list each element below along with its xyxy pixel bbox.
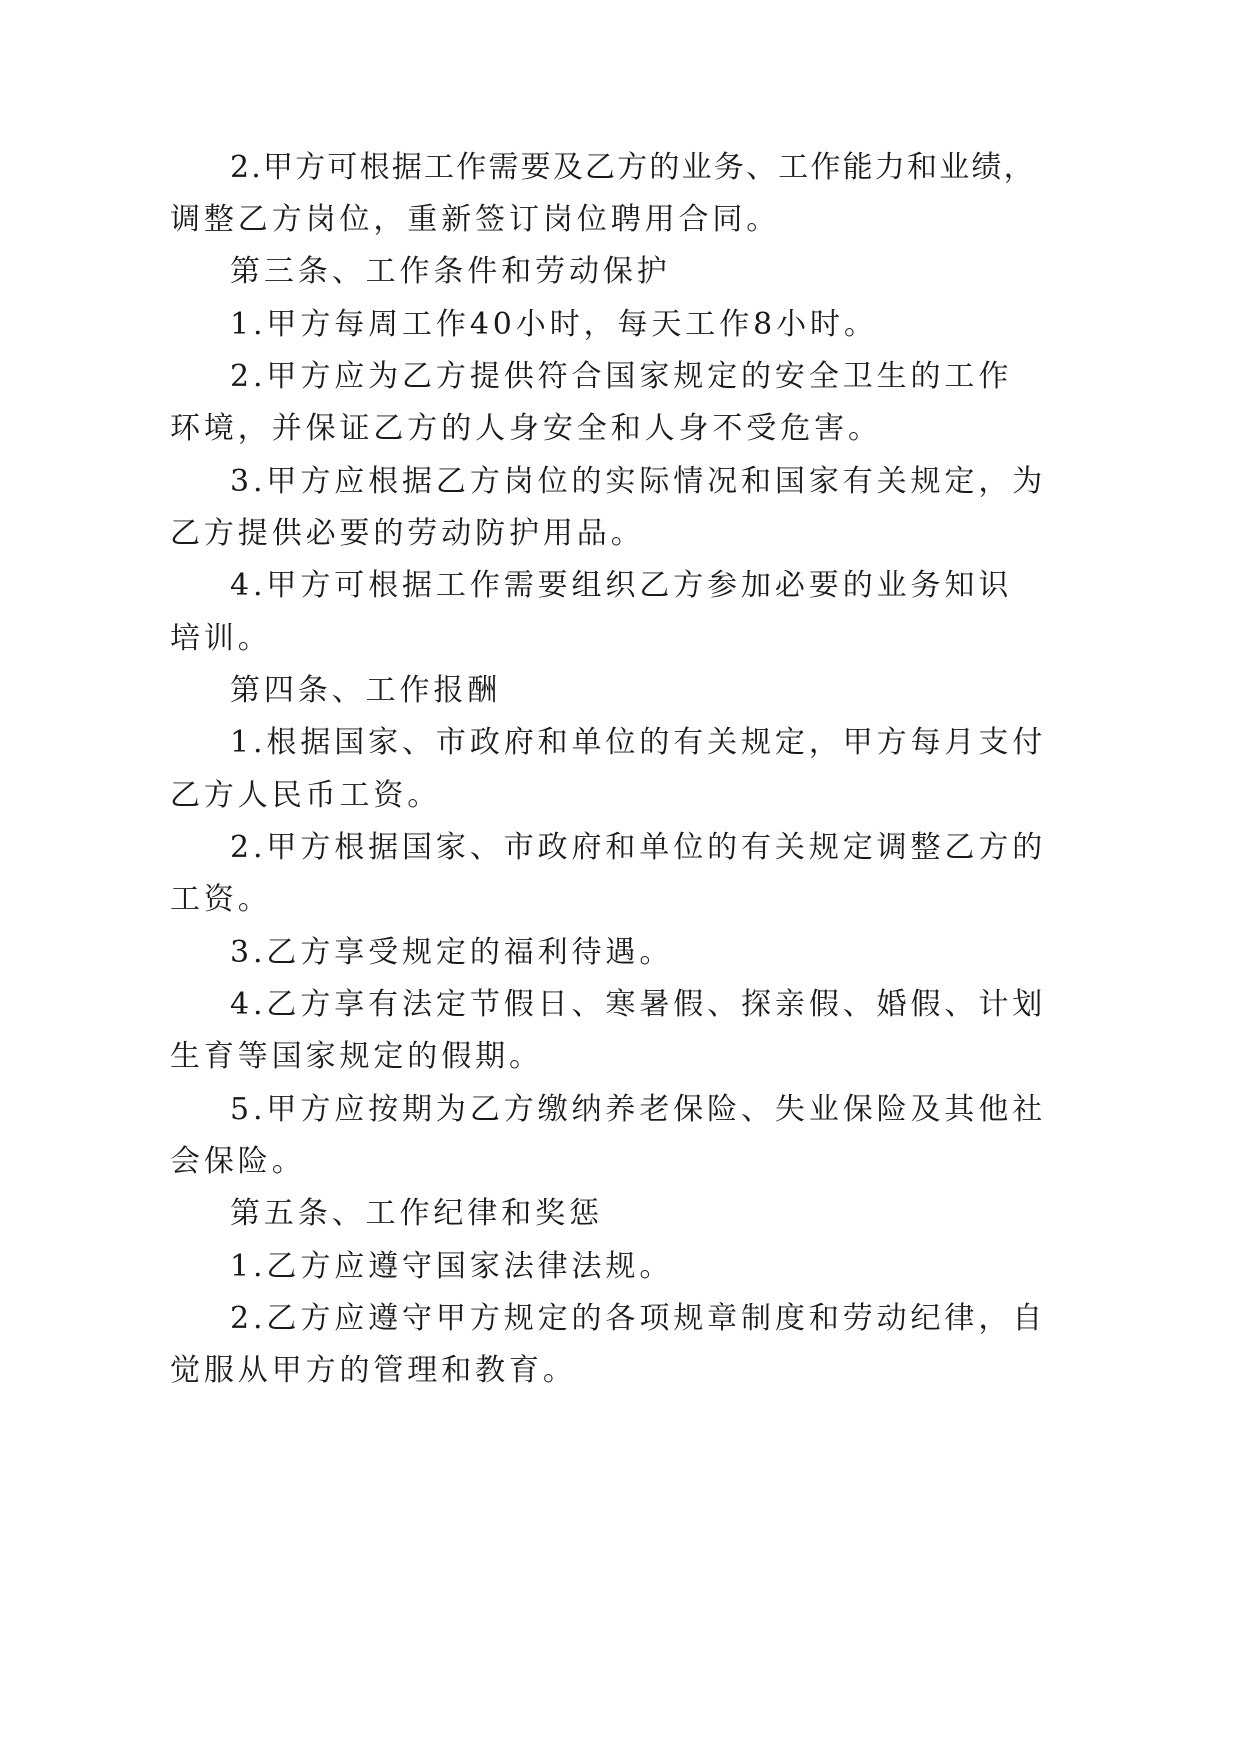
text-line: 3.甲方应根据乙方岗位的实际情况和国家有关规定，为 — [230, 464, 1047, 499]
text-line: 1.甲方每周工作40小时，每天工作8小时。 — [230, 307, 878, 342]
text-line: 工资。 — [170, 882, 272, 917]
text-line: 会保险。 — [170, 1144, 306, 1179]
text-line: 1.根据国家、市政府和单位的有关规定，甲方每月支付 — [230, 725, 1047, 760]
text-line: 4.甲方可根据工作需要组织乙方参加必要的业务知识 — [230, 568, 1013, 603]
text-line: 2.甲方可根据工作需要及乙方的业务、工作能力和业绩， — [230, 150, 1036, 185]
text-line: 2.甲方根据国家、市政府和单位的有关规定调整乙方的 — [230, 830, 1047, 865]
text-line: 乙方提供必要的劳动防护用品。 — [170, 516, 645, 551]
section-heading: 第五条、工作纪律和奖惩 — [230, 1196, 603, 1231]
text-line: 5.甲方应按期为乙方缴纳养老保险、失业保险及其他社 — [230, 1092, 1047, 1127]
text-line: 4.乙方享有法定节假日、寒暑假、探亲假、婚假、计划 — [230, 987, 1047, 1022]
text-line: 2.甲方应为乙方提供符合国家规定的安全卫生的工作 — [230, 359, 1013, 394]
text-line: 1.乙方应遵守国家法律法规。 — [230, 1249, 674, 1284]
text-line: 3.乙方享受规定的福利待遇。 — [230, 935, 674, 970]
text-line: 培训。 — [170, 621, 272, 656]
text-line: 环境，并保证乙方的人身安全和人身不受危害。 — [170, 411, 882, 446]
text-line: 乙方人民币工资。 — [170, 778, 442, 813]
text-line: 2.乙方应遵守甲方规定的各项规章制度和劳动纪律，自 — [230, 1301, 1047, 1336]
text-line: 觉服从甲方的管理和教育。 — [170, 1353, 577, 1388]
text-line: 生育等国家规定的假期。 — [170, 1039, 543, 1074]
section-heading: 第三条、工作条件和劳动保护 — [230, 254, 671, 289]
text-line: 调整乙方岗位，重新签订岗位聘用合同。 — [170, 202, 781, 237]
section-heading: 第四条、工作报酬 — [230, 673, 502, 708]
